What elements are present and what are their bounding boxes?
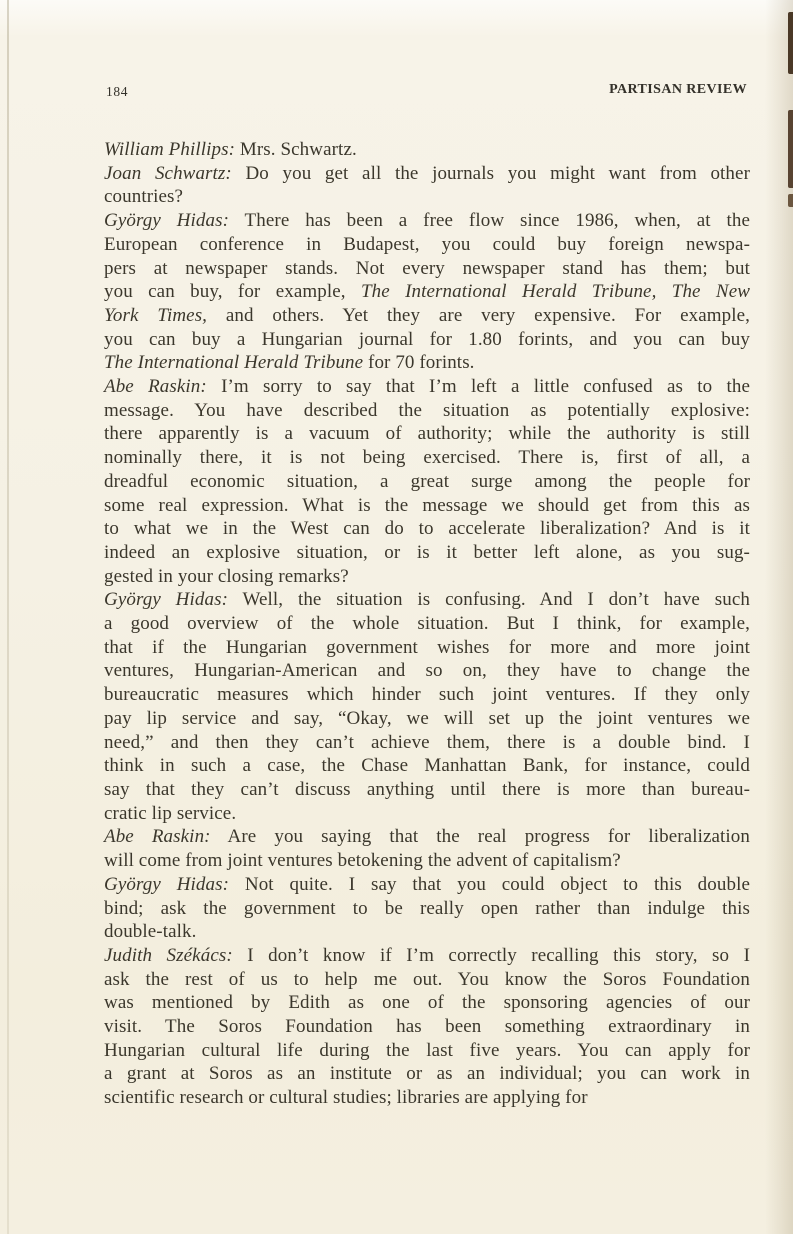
text-segment: Well, the situation is confusing. And I don’t have such: [228, 589, 750, 611]
dialogue-paragraph: [104, 209, 750, 375]
text-segment: countries?: [104, 186, 184, 208]
page-body: [104, 138, 750, 1110]
text-segment: say that they can’t discuss anything until there is more than bureau-: [104, 778, 750, 800]
text-segment: European conference in Budapest, you could buy foreign newspa-: [104, 233, 750, 255]
running-head: [104, 82, 747, 100]
text-segment: think in such a case, the Chase Manhattan Bank, for instance, could: [104, 755, 750, 777]
text-segment: ask the rest of us to help me out. You know the Soros Foundation: [104, 968, 750, 990]
text-line: [104, 588, 750, 612]
text-segment: need,” and then they can’t achieve them, there is a double bind. I: [104, 731, 750, 753]
dialogue-paragraph: [104, 375, 750, 588]
text-line: [104, 351, 750, 375]
text-line: [104, 1015, 750, 1039]
text-segment: some real expression. What is the message we should get from this as: [104, 494, 750, 516]
text-segment: scientific research or cultural studies; libraries are applying for: [104, 1087, 588, 1109]
text-segment: will come from joint ventures betokening the advent of capitalism?: [104, 850, 621, 872]
text-line: [104, 659, 750, 683]
text-segment: Are you saying that the real progress for liberalization: [210, 826, 750, 848]
text-segment: you can buy, for example,: [104, 281, 361, 303]
journal-title: PARTISAN REVIEW: [609, 82, 747, 97]
text-segment: Hungarian cultural life during the last five years. You can apply for: [104, 1039, 750, 1061]
italic-text-segment: The International Herald Tribune: [104, 352, 364, 374]
text-segment: indeed an explosive situation, or is it better left alone, as you sug-: [104, 541, 750, 563]
text-segment: cratic lip service.: [104, 802, 237, 824]
text-line: [104, 470, 750, 494]
text-line: [104, 541, 750, 565]
italic-text-segment: Joan Schwartz:: [104, 162, 232, 184]
text-line: [104, 280, 750, 304]
text-line: [104, 778, 750, 802]
dialogue-paragraph: [104, 138, 750, 162]
text-line: [104, 849, 750, 873]
text-segment: message. You have described the situation as potentially explosive:: [104, 399, 750, 421]
text-segment: I don’t know if I’m correctly recalling this story, so I: [232, 944, 751, 966]
italic-text-segment: Abe Raskin:: [104, 826, 211, 848]
text-segment: gested in your closing remarks?: [104, 565, 349, 587]
dialogue-paragraph: [104, 162, 750, 209]
text-line: [104, 897, 750, 921]
text-line: [104, 754, 750, 778]
text-line: [104, 399, 750, 423]
text-segment: a good overview of the whole situation. But I think, for example,: [104, 613, 750, 635]
text-segment: dreadful economic situation, a great surge among the people for: [104, 470, 750, 492]
text-line: [104, 825, 750, 849]
book-edge-mark: [788, 110, 793, 188]
text-segment: for 70 forints.: [363, 352, 475, 374]
text-segment: ventures, Hungarian-American and so on, they have to change the: [104, 660, 750, 682]
italic-text-segment: Abe Raskin:: [104, 376, 207, 398]
dialogue-paragraph: [104, 873, 750, 944]
text-line: [104, 375, 750, 399]
text-segment: you can buy a Hungarian journal for 1.80 forints, and you can buy: [104, 328, 750, 350]
text-line: [104, 185, 750, 209]
text-segment: was mentioned by Edith as one of the sponsoring agencies of our: [104, 992, 750, 1014]
text-segment: Do you get all the journals you might want from other: [231, 162, 750, 184]
dialogue-paragraph: [104, 825, 750, 872]
italic-text-segment: The International Herald Tribune, The New: [360, 281, 750, 303]
text-segment: there apparently is a vacuum of authority; while the authority is still: [104, 423, 750, 445]
book-edge-mark: [788, 194, 793, 207]
text-segment: to what we in the West can do to accelerate liberalization? And is it: [104, 518, 750, 540]
text-line: [104, 944, 750, 968]
text-line: [104, 707, 750, 731]
text-line: [104, 1062, 750, 1086]
text-line: [104, 517, 750, 541]
italic-text-segment: György Hidas:: [104, 210, 230, 232]
text-segment: bind; ask the government to be really open rather than indulge this: [104, 897, 750, 919]
text-line: [104, 446, 750, 470]
text-line: [104, 233, 750, 257]
italic-text-segment: William Phillips:: [104, 139, 236, 160]
italic-text-segment: York Times,: [104, 304, 208, 326]
text-line: [104, 209, 750, 233]
text-line: [104, 565, 750, 589]
dialogue-paragraph: [104, 588, 750, 825]
text-line: [104, 422, 750, 446]
dialogue-paragraph: [104, 944, 750, 1110]
text-segment: Not quite. I say that you could object to this double: [229, 873, 750, 895]
text-segment: bureaucratic measures which hinder such joint ventures. If they only: [104, 684, 750, 706]
text-line: [104, 328, 750, 352]
page-left-edge-line: [7, 0, 9, 1234]
text-line: [104, 1039, 750, 1063]
book-edge-mark: [788, 12, 793, 74]
text-line: [104, 257, 750, 281]
text-line: [104, 162, 750, 186]
text-line: [104, 968, 750, 992]
text-line: [104, 731, 750, 755]
text-segment: Mrs. Schwartz.: [235, 139, 357, 160]
text-line: [104, 802, 750, 826]
text-segment: visit. The Soros Foundation has been something extraordinary in: [104, 1016, 750, 1038]
text-segment: pers at newspaper stands. Not every newspaper stand has them; but: [104, 257, 750, 279]
italic-text-segment: György Hidas:: [104, 873, 230, 895]
text-segment: that if the Hungarian government wishes for more and more joint: [104, 636, 750, 658]
text-line: [104, 304, 750, 328]
text-segment: nominally there, it is not being exercised. There is, first of all, a: [104, 447, 750, 469]
text-line: [104, 612, 750, 636]
italic-text-segment: György Hidas:: [104, 589, 229, 611]
text-segment: pay lip service and say, “Okay, we will set up the joint ventures we: [104, 707, 750, 729]
text-segment: There has been a free flow since 1986, when, at the: [229, 210, 750, 232]
text-line: [104, 873, 750, 897]
text-segment: and others. Yet they are very expensive. For example,: [207, 304, 750, 326]
text-line: [104, 138, 750, 162]
text-line: [104, 991, 750, 1015]
text-line: [104, 920, 750, 944]
text-line: [104, 683, 750, 707]
page-number: 184: [106, 84, 129, 99]
text-segment: a grant at Soros as an institute or as an individual; you can work in: [104, 1063, 750, 1085]
italic-text-segment: Judith Székács:: [104, 944, 233, 966]
text-segment: I’m sorry to say that I’m left a little confused as to the: [206, 376, 750, 398]
text-line: [104, 494, 750, 518]
text-line: [104, 636, 750, 660]
text-segment: double-talk.: [104, 921, 197, 943]
text-line: [104, 1086, 750, 1110]
